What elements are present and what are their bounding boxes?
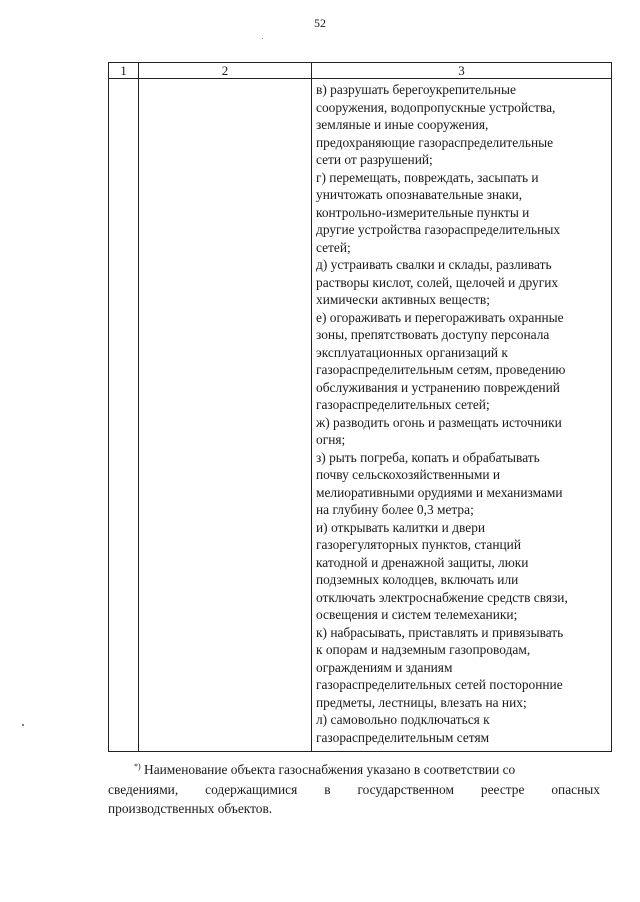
list-item-line: предохраняющие газораспределительные — [316, 134, 554, 150]
list-item-line: газораспределительных сетей; — [316, 397, 490, 412]
list-item-line: уничтожать опознавательные знаки, — [316, 187, 523, 202]
list-item-line: к) набрасывать, приставлять и привязывать — [316, 624, 564, 640]
list-item-line: обслуживания и устранению повреждений — [316, 379, 560, 395]
footnote — [108, 760, 600, 819]
column-header-3: 3 — [312, 63, 612, 79]
list-item-line: на глубину более 0,3 метра; — [316, 502, 474, 517]
list-item-line: газорегуляторных пунктов, станций — [316, 537, 522, 552]
requirements-table — [108, 62, 612, 752]
prohibitions-list — [312, 79, 611, 746]
list-item-line: и) открывать калитки и двери — [316, 519, 486, 535]
list-item-line: з) рыть погреба, копать и обрабатывать — [316, 449, 540, 465]
list-item-line: д) устраивать свалки и склады, разливать — [316, 257, 552, 272]
column-3-cell — [312, 79, 612, 752]
list-item-line: сетей; — [316, 239, 351, 255]
column-2-cell — [139, 79, 312, 752]
list-item-line: ограждениям и зданиям — [316, 659, 453, 675]
column-1-cell — [109, 79, 139, 752]
list-item-line: растворы кислот, солей, щелочей и других — [316, 274, 559, 290]
list-item-line: сооружения, водопропускные устройства, — [316, 99, 556, 115]
list-item-line: сети от разрушений; — [316, 152, 433, 167]
list-item-line: освещения и систем телемеханики; — [316, 607, 518, 622]
list-item-line: предметы, лестницы, влезать на них; — [316, 694, 527, 710]
scan-artifact-dot — [22, 724, 24, 726]
list-item-line: отключать электроснабжение средств связи, — [316, 589, 568, 605]
scan-artifact-dot — [262, 38, 263, 39]
list-item-line: мелиоративными орудиями и механизмами — [316, 484, 563, 500]
footnote-word: в — [324, 781, 331, 797]
footnote-word: опасных — [551, 781, 600, 797]
footnote-line-1 — [108, 760, 600, 780]
list-item-line: зоны, препятствовать доступу персонала — [316, 327, 550, 342]
list-item-line: газораспределительным сетям, проведению — [316, 362, 566, 377]
footnote-word: реестре — [480, 781, 525, 797]
footnote-line-2 — [108, 780, 600, 800]
list-item-line: земляные и иные сооружения, — [316, 117, 489, 132]
list-item-line: контрольно-измерительные пункты и — [316, 204, 530, 220]
list-item-line: г) перемещать, повреждать, засыпать и — [316, 169, 539, 185]
list-item-line: химически активных веществ; — [316, 292, 490, 307]
list-item-line: катодной и дренажной защиты, люки — [316, 554, 529, 570]
footnote-word: государственном — [357, 781, 454, 797]
list-item-line: газораспределительных сетей посторонние — [316, 677, 563, 692]
list-item-line: подземных колодцев, включать или — [316, 572, 519, 587]
footnote-marker: *) — [134, 762, 141, 771]
footnote-word: содержащимися — [205, 781, 298, 797]
column-header-2: 2 — [139, 63, 312, 79]
page-number: 52 — [314, 16, 326, 30]
list-item-line: почву сельскохозяйственными и — [316, 467, 501, 482]
column-header-1: 1 — [109, 63, 139, 79]
list-item-line: е) огораживать и перегораживать охранные — [316, 309, 564, 325]
table-row — [109, 79, 612, 752]
list-item-line: огня; — [316, 432, 346, 447]
footnote-line-3: производственных объектов. — [108, 801, 273, 816]
list-item-line: газораспределительным сетям — [316, 729, 490, 745]
table-header-row — [109, 63, 612, 79]
list-item-line: л) самовольно подключаться к — [316, 712, 490, 727]
footnote-text-1: Наименование объекта газоснабжения указано в соответствии со — [144, 762, 516, 777]
list-item-line: другие устройства газораспределительных — [316, 222, 561, 237]
list-item-line: эксплуатационных организаций к — [316, 344, 508, 360]
list-item-line: ж) разводить огонь и размещать источники — [316, 414, 562, 430]
footnote-word: сведениями, — [108, 781, 179, 797]
list-item-line: к опорам и надземным газопроводам, — [316, 642, 531, 657]
list-item-line: в) разрушать берегоукрепительные — [316, 82, 516, 97]
